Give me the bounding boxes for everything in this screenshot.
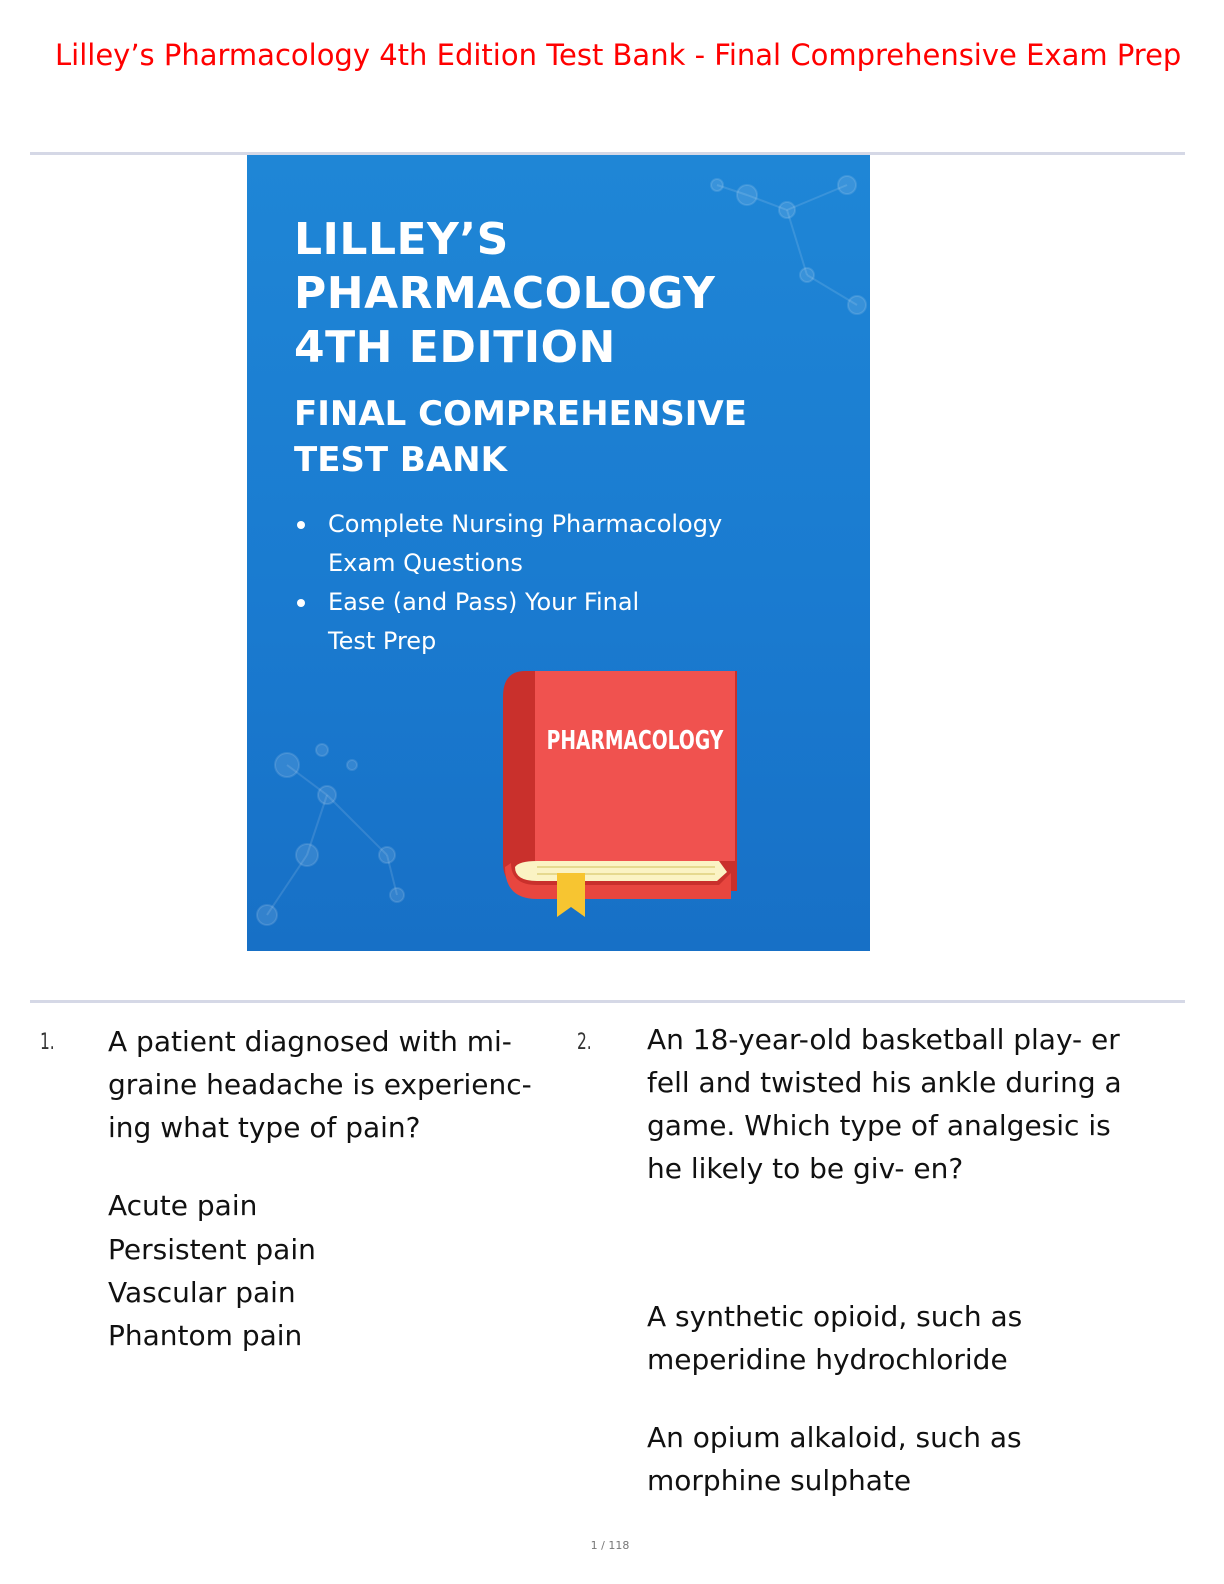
document-title: Lilley’s Pharmacology 4th Edition Test Bank - Final Comprehensive Exam Prep	[55, 38, 1182, 72]
cover-title-line: LILLEY’S	[294, 214, 509, 265]
question-text	[108, 1020, 532, 1149]
book-icon	[497, 667, 737, 923]
question-number: 2.	[577, 1030, 592, 1055]
answer-option[interactable]: Acute pain	[108, 1189, 258, 1222]
book-label: PHARMACOLOGY	[546, 726, 724, 756]
answer-option[interactable]: Persistent pain	[108, 1233, 316, 1266]
answer-option[interactable]: Phantom pain	[108, 1319, 303, 1352]
cover-title	[294, 213, 854, 375]
question-number: 1.	[40, 1030, 55, 1055]
question-text-line: ing what type of pain?	[108, 1111, 421, 1144]
cover-bullet-line: Test Prep	[328, 627, 437, 655]
cover-title-line: PHARMACOLOGY	[294, 268, 716, 319]
bullet-dot-icon	[297, 599, 305, 607]
cover-subtitle-line: FINAL COMPREHENSIVE	[294, 394, 747, 434]
question-text-line: A patient diagnosed with mi-	[108, 1025, 512, 1058]
cover-bullet-list	[295, 505, 835, 661]
answer-option[interactable]: Vascular pain	[108, 1276, 296, 1309]
cover-title-line: 4TH EDITION	[294, 322, 616, 373]
cover-image	[247, 155, 870, 951]
question-text-line: fell and twisted his ankle during a	[647, 1066, 1122, 1099]
question-text-line: game. Which type of analgesic is	[647, 1109, 1111, 1142]
answer-option[interactable]	[647, 1295, 1022, 1381]
section-divider	[30, 1000, 1185, 1003]
cover-bullet-line: Complete Nursing Pharmacology	[328, 510, 723, 538]
answer-option-line: meperidine hydrochloride	[647, 1343, 1008, 1376]
answer-option[interactable]	[647, 1416, 1022, 1502]
question-text-line: An 18-year-old basketball play- er	[647, 1023, 1120, 1056]
answer-option-line: morphine sulphate	[647, 1464, 912, 1497]
answer-option-line: A synthetic opioid, such as	[647, 1300, 1023, 1333]
cover-bullet-line: Ease (and Pass) Your Final	[328, 588, 640, 616]
page-indicator: 1 / 118	[590, 1539, 630, 1552]
question-text-line: he likely to be giv- en?	[647, 1152, 964, 1185]
question-text	[647, 1018, 1122, 1190]
question-text-line: graine headache is experienc-	[108, 1068, 532, 1101]
answer-option-line: An opium alkaloid, such as	[647, 1421, 1022, 1454]
cover-bullet-line: Exam Questions	[328, 549, 523, 577]
cover-subtitle	[294, 391, 854, 483]
cover-bullet	[295, 505, 835, 583]
bullet-dot-icon	[297, 521, 305, 529]
cover-subtitle-line: TEST BANK	[294, 440, 507, 480]
cover-bullet	[295, 583, 835, 661]
